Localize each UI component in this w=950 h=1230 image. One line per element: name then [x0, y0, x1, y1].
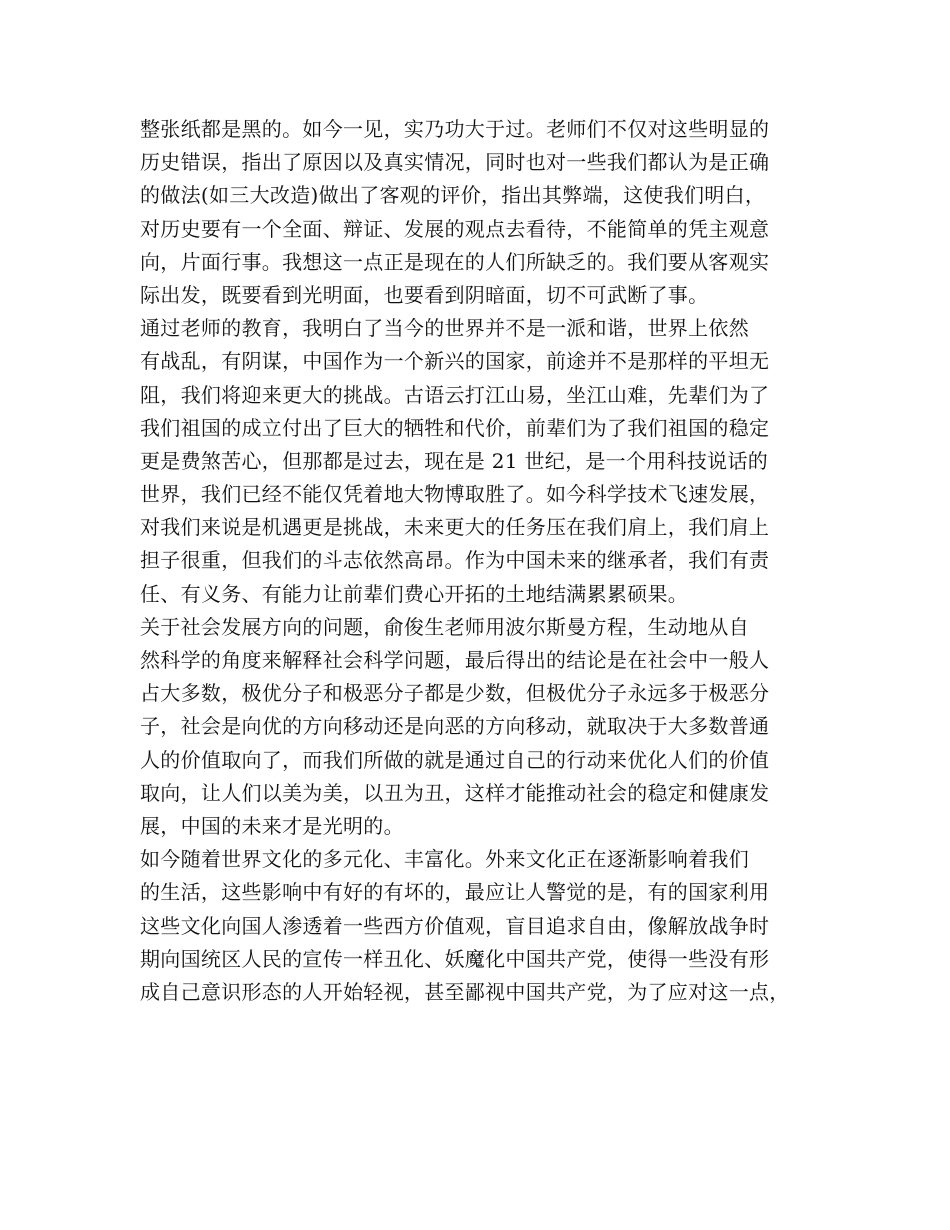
text-line: 我们祖国的成立付出了巨大的牺牲和代价，前辈们为了我们祖国的稳定 [140, 415, 770, 440]
text-line: 任、有义务、有能力让前辈们费心开拓的土地结满累累硕果。 [140, 581, 689, 606]
document-body [140, 113, 840, 1009]
text-line: 有战乱，有阴谋，中国作为一个新兴的国家，前途并不是那样的平坦无 [140, 349, 770, 374]
text-line: 占大多数，极优分子和极恶分子都是少数，但极优分子永远多于极恶分 [140, 681, 770, 706]
text-line: 对历史要有一个全面、辩证、发展的观点去看待，不能简单的凭主观意 [140, 216, 770, 241]
text-line: 然科学的角度来解释社会科学问题，最后得出的结论是在社会中一般人 [140, 648, 770, 672]
text-line: 对我们来说是机遇更是挑战，未来更大的任务压在我们肩上，我们肩上 [140, 515, 770, 540]
text-line: 成自己意识形态的人开始轻视，甚至鄙视中国共产党，为了应对这一点， [140, 979, 790, 1004]
text-line: 向，片面行事。我想这一点正是现在的人们所缺乏的。我们要从客观实 [140, 249, 770, 274]
text-line: 取向，让人们以美为美，以丑为丑，这样才能推动社会的稳定和健康发 [140, 780, 770, 805]
text-line: 的做法(如三大改造)做出了客观的评价，指出其弊端，这使我们明白， [140, 183, 766, 208]
text-line: 这些文化向国人渗透着一些西方价值观，盲目追求自由，像解放战争时 [140, 913, 770, 938]
text-line: 人的价值取向了，而我们所做的就是通过自己的行动来优化人们的价值 [140, 747, 770, 772]
text-line: 际出发，既要看到光明面，也要看到阴暗面，切不可武断了事。 [140, 282, 709, 307]
text-line: 历史错误，指出了原因以及真实情况，同时也对一些我们都认为是正确 [140, 150, 770, 175]
text-line: 的生活，这些影响中有好的有坏的，最应让人警觉的是，有的国家利用 [140, 880, 770, 905]
text-line: 期向国统区人民的宣传一样丑化、妖魔化中国共产党，使得一些没有形 [140, 946, 770, 971]
text-line: 担子很重，但我们的斗志依然高昂。作为中国未来的继承者，我们有责 [140, 548, 770, 573]
paragraph [140, 843, 840, 1009]
text-line: 子，社会是向优的方向移动还是向恶的方向移动，就取决于大多数普通 [140, 714, 770, 739]
paragraph [140, 312, 840, 611]
paragraph [140, 113, 840, 312]
text-line: 世界，我们已经不能仅凭着地大物博取胜了。如今科学技术飞速发展， [140, 482, 770, 507]
text-line: 更是费煞苦心，但那都是过去，现在是 21 世纪，是一个用科技说话的 [140, 448, 769, 473]
text-line: 展，中国的未来才是光明的。 [140, 813, 404, 838]
text-line: 整张纸都是黑的。如今一见，实乃功大于过。老师们不仅对这些明显的 [140, 117, 770, 141]
paragraph [140, 611, 840, 843]
text-line: 通过老师的教育，我明白了当今的世界并不是一派和谐，世界上依然 [140, 316, 749, 341]
text-line: 关于社会发展方向的问题，俞俊生老师用波尔斯曼方程，生动地从自 [140, 614, 749, 639]
text-line: 阻，我们将迎来更大的挑战。古语云打江山易，坐江山难，先辈们为了 [140, 382, 770, 407]
text-line: 如今随着世界文化的多元化、丰富化。外来文化正在逐渐影响着我们 [140, 847, 749, 872]
